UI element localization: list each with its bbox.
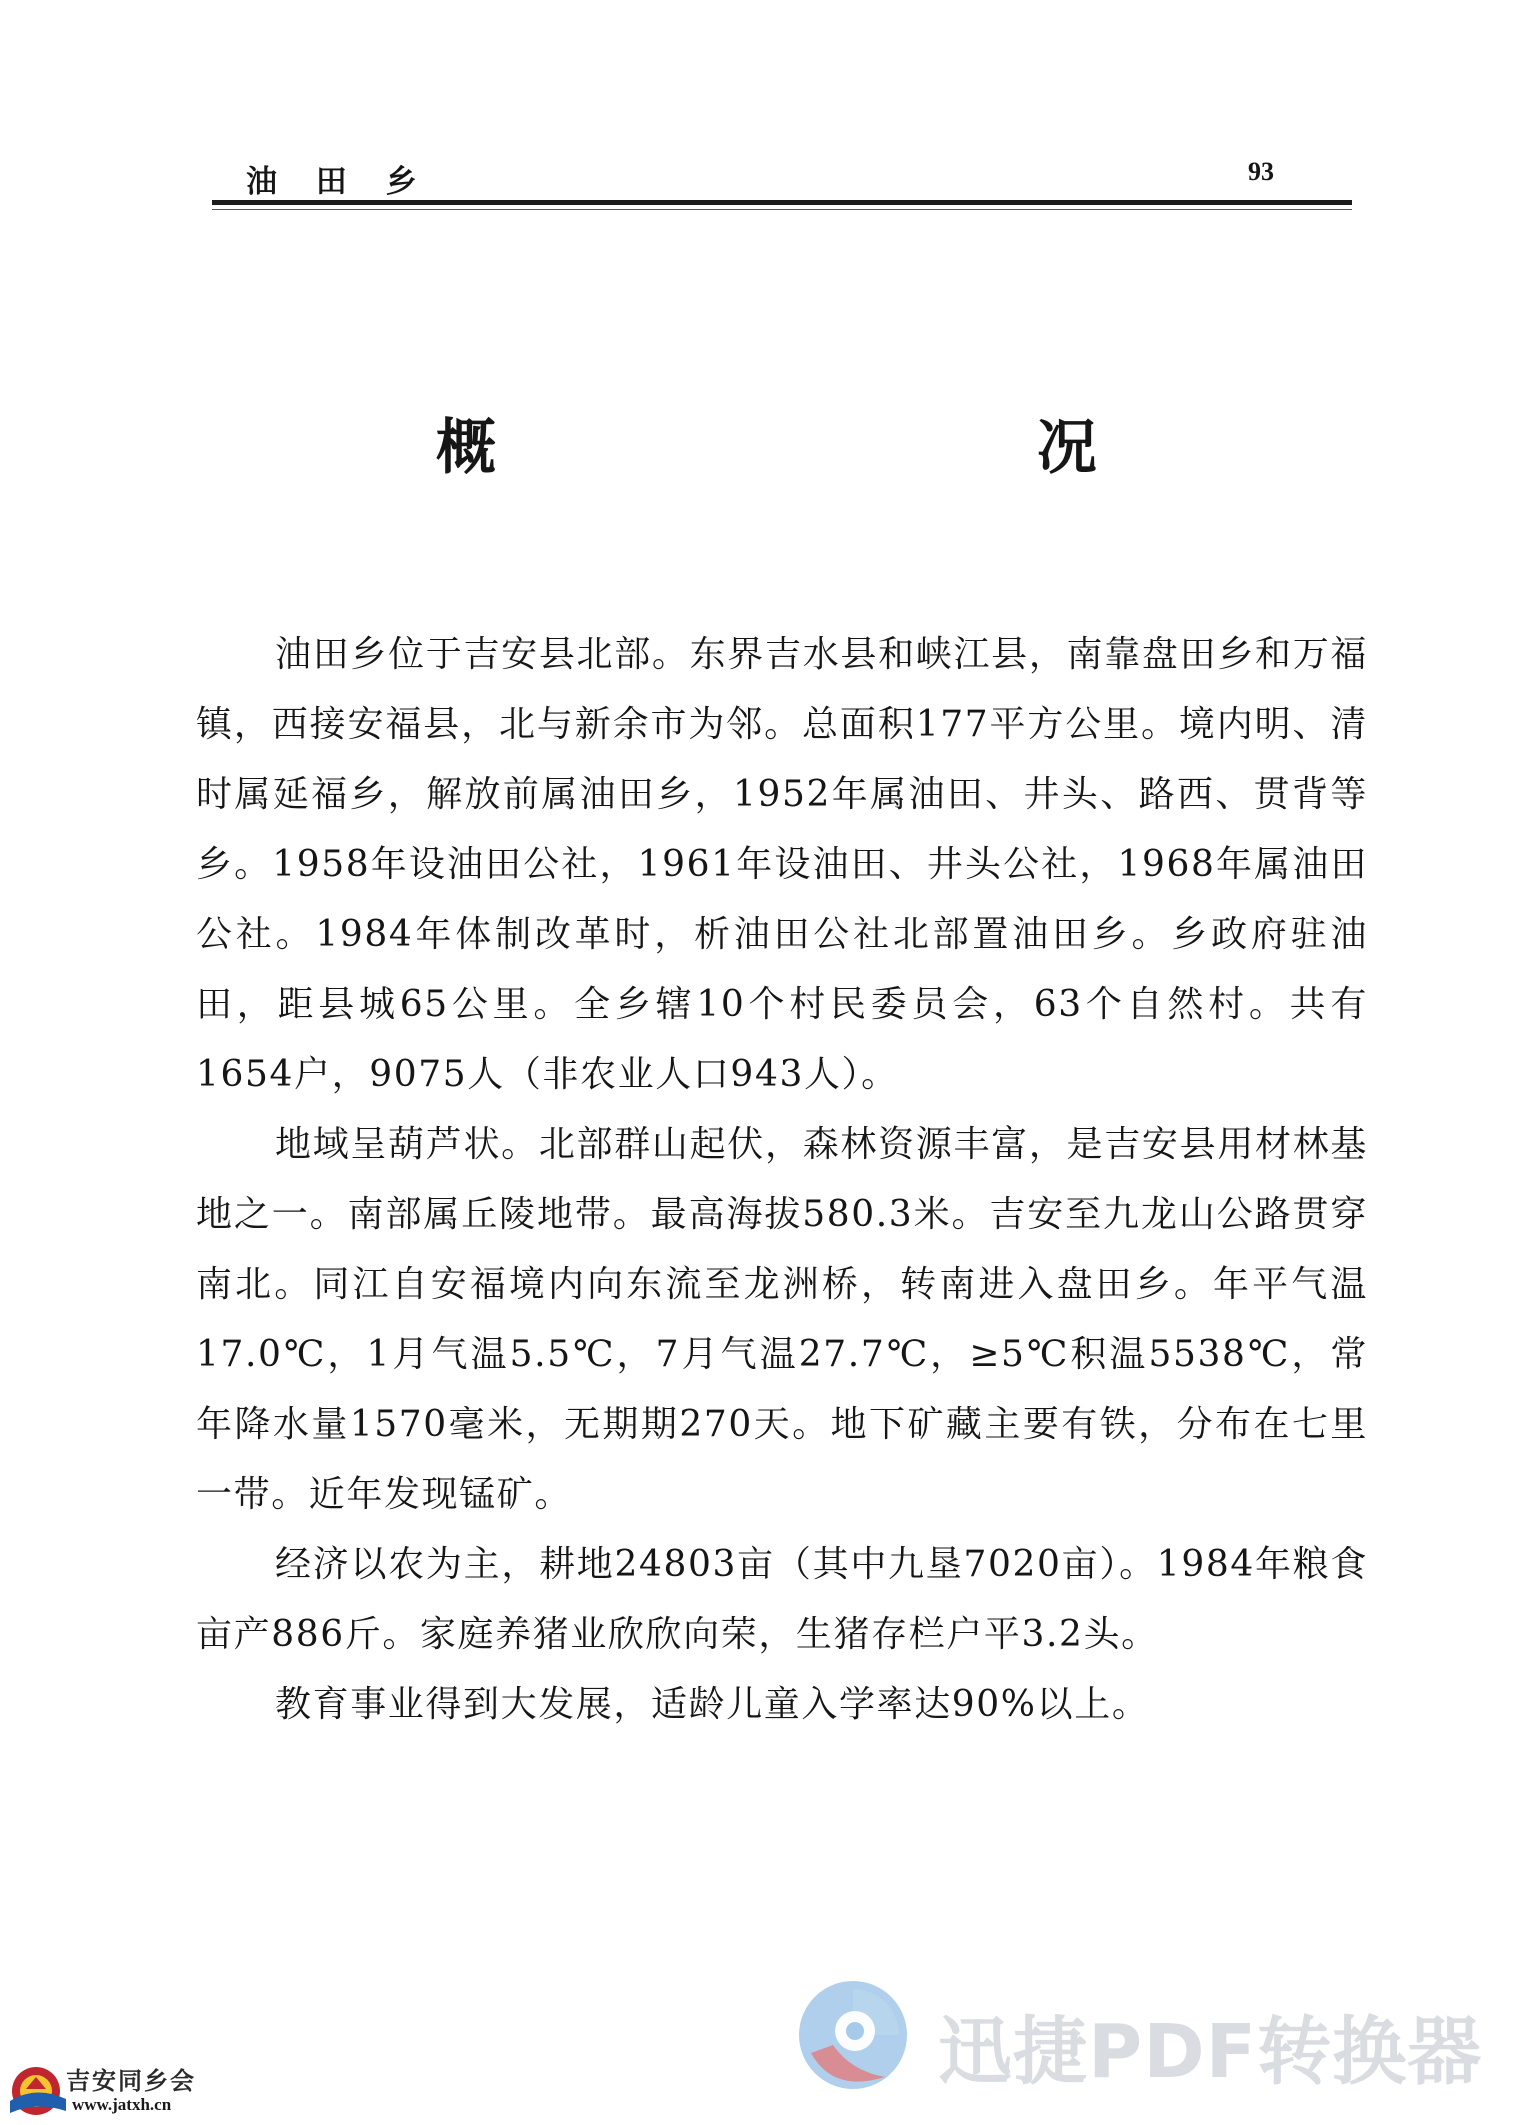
header-rule-thin <box>212 209 1352 210</box>
association-emblem-icon <box>6 2061 70 2119</box>
converter-watermark <box>793 1975 1513 2095</box>
header-rule-thick <box>212 200 1352 205</box>
page-header <box>212 140 1352 200</box>
paragraph-education: 教育事业得到大发展，适龄儿童入学率达90%以上。 <box>275 1684 1150 1725</box>
watermark-text: 迅捷PDF转换器 <box>938 2009 1483 2095</box>
site-name: 吉安同乡会 <box>66 2066 196 2095</box>
body-text <box>196 620 1368 1740</box>
paragraph-geography: 地域呈葫芦状。北部群山起伏，森林资源丰富，是吉安县用材林基地之一。南部属丘陵地带。最高海拔580.3米。吉安至九龙山公路贯穿南北。同江自安福境内向东流至龙洲桥，转南进入盘田乡。年平气温17.0℃，1月气温5.5℃，7月气温27.7℃，≥5℃积温5538℃，常年降水量1570毫米，无期期270天。地下矿藏主要有铁，分布在七里一带。近年发现锰矿。 <box>196 1124 1368 1515</box>
section-title: 概 况 <box>436 413 1357 483</box>
paragraph-overview: 油田乡位于吉安县北部。东界吉水县和峡江县，南靠盘田乡和万福镇，西接安福县，北与新余市为邻。总面积177平方公里。境内明、清时属延福乡，解放前属油田乡，1952年属油田、井头、路西、贯背等乡。1958年设油田公社，1961年设油田、井头公社，1968年属油田公社。1984年体制改革时，析油田公社北部置油田乡。乡政府驻油田，距县城65公里。全乡辖10个村民委员会，63个自然村。共有1654户，9075人（非农业人口943人）。 <box>196 634 1368 1095</box>
paragraph-economy: 经济以农为主，耕地24803亩（其中九垦7020亩）。1984年粮食亩产886斤。家庭养猪业欣欣向荣，生猪存栏户平3.2头。 <box>196 1544 1368 1655</box>
pdf-converter-logo-icon <box>793 1975 913 2095</box>
site-logo <box>6 2055 196 2121</box>
page-number: 93 <box>1248 157 1274 186</box>
site-url: www.jatxh.cn <box>72 2095 172 2114</box>
running-head: 油 田 乡 <box>246 164 431 200</box>
